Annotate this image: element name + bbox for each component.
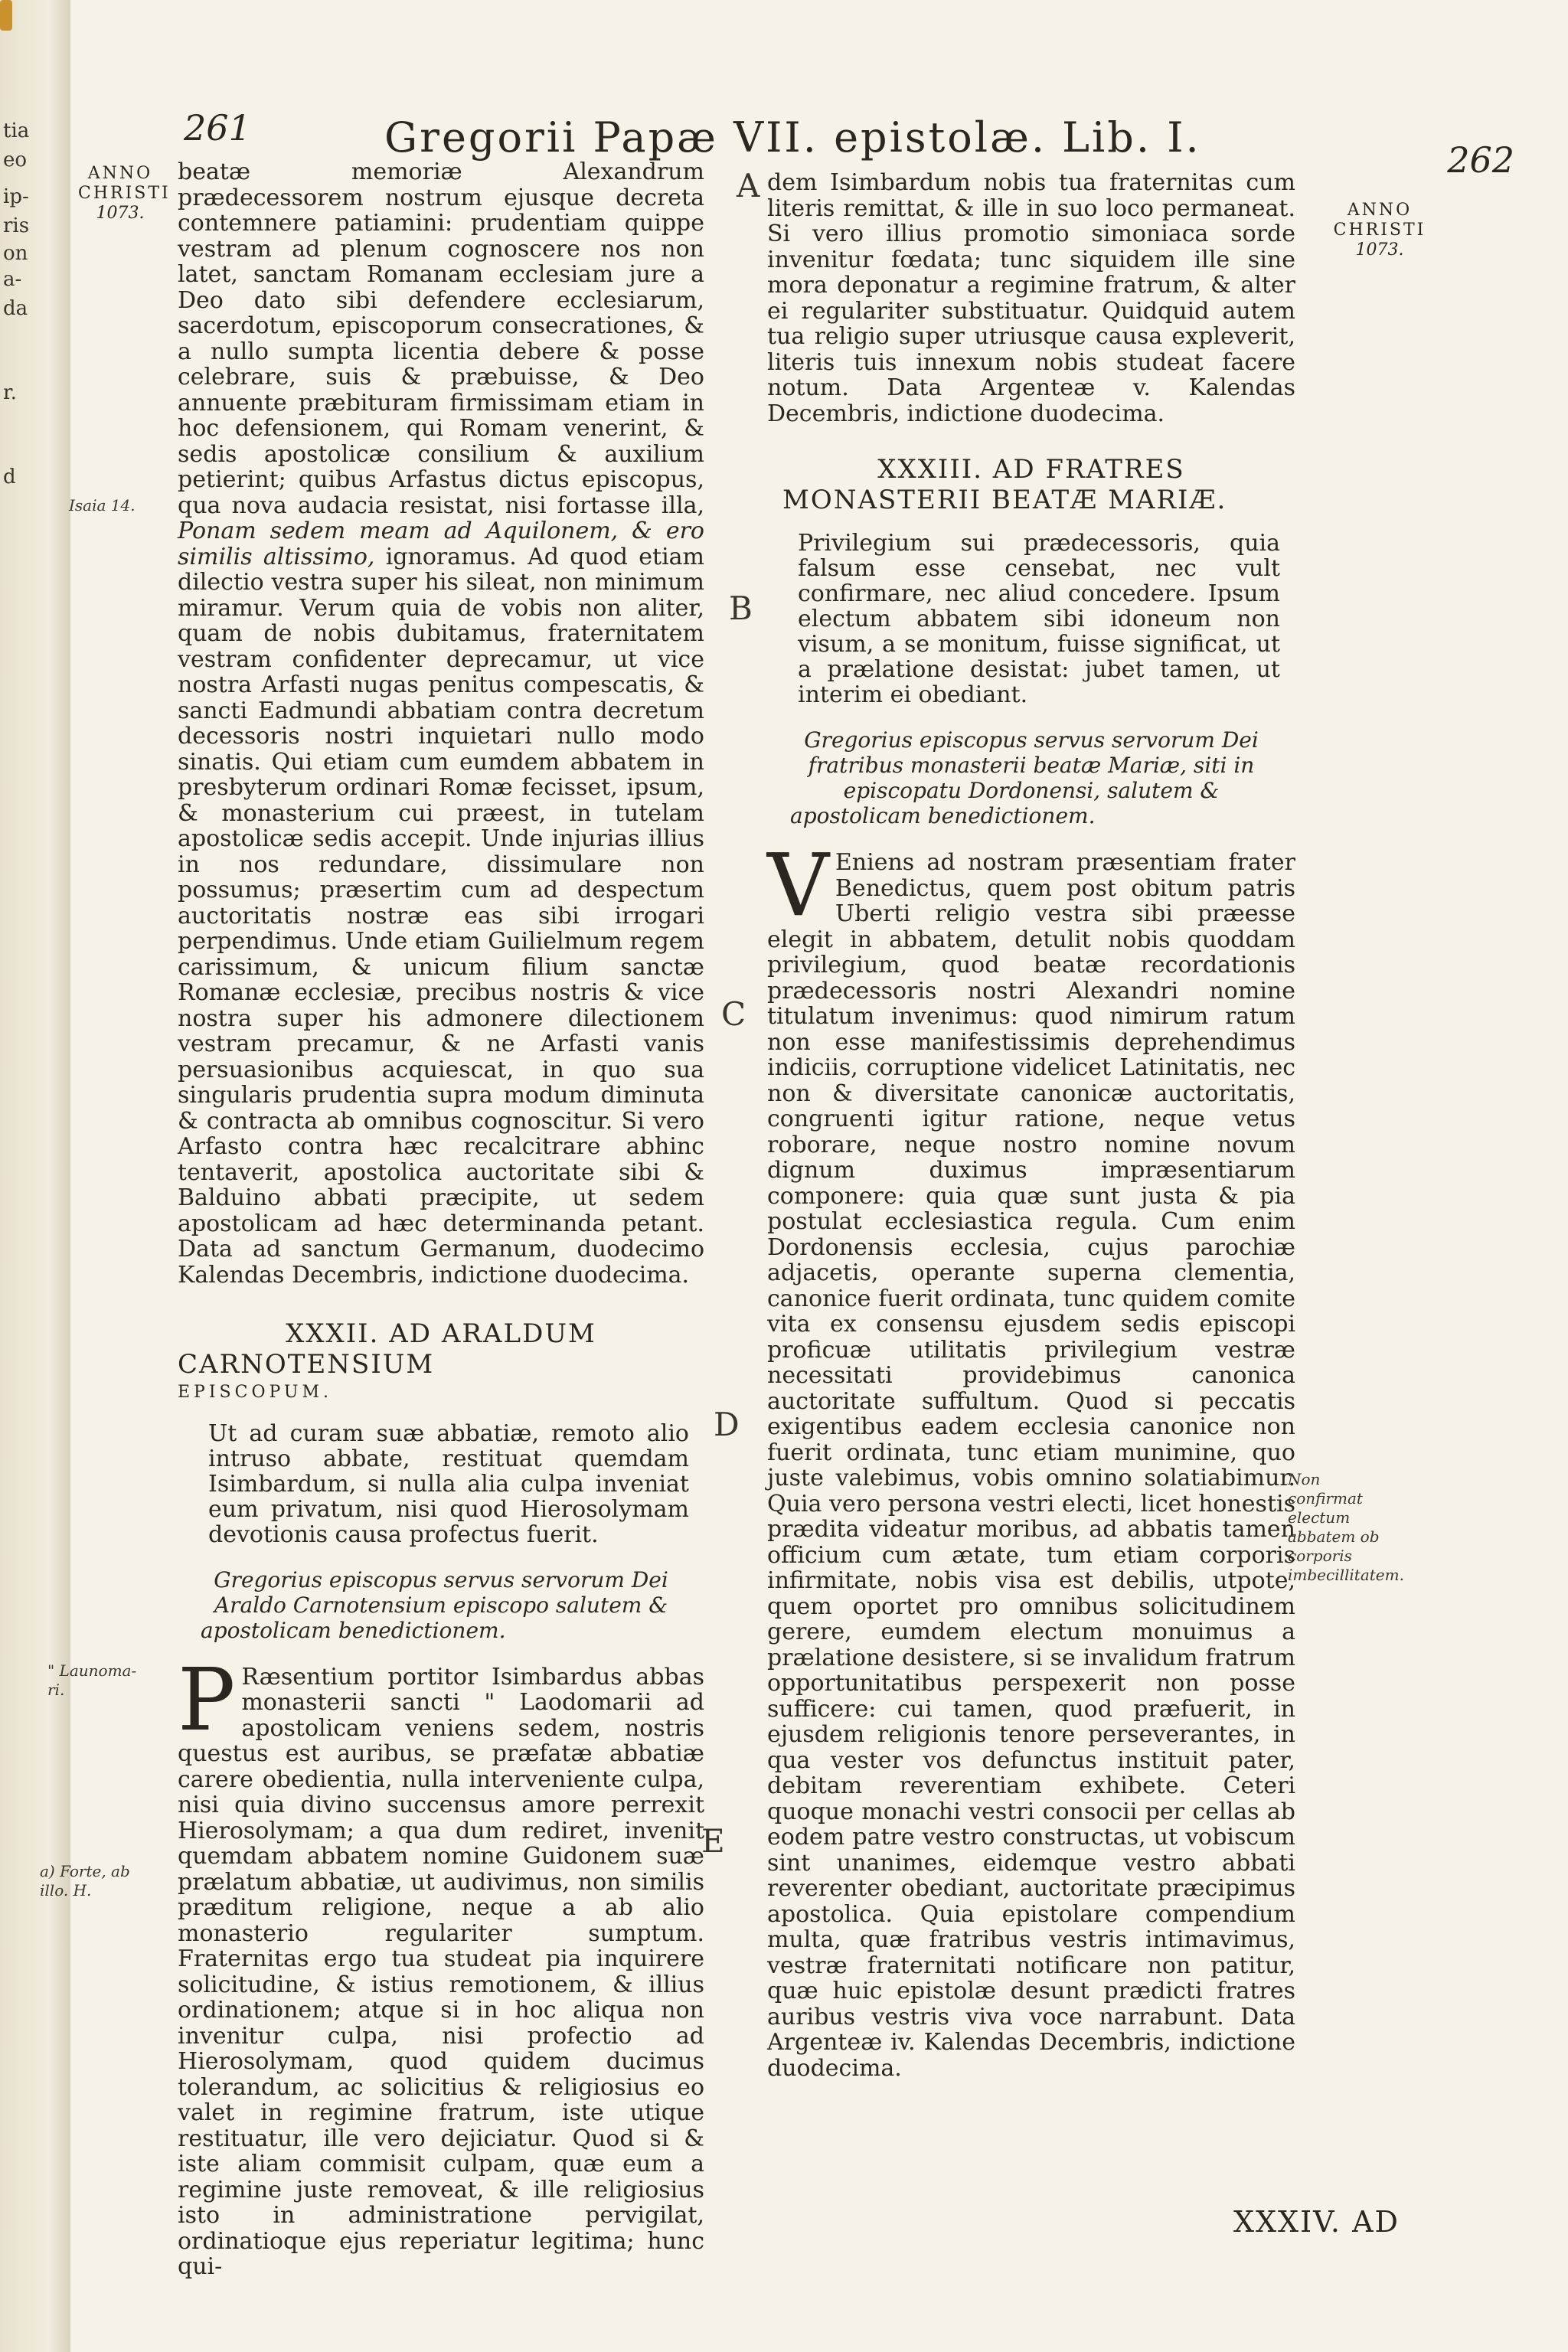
prev-fragment: eo	[3, 149, 28, 172]
page-number-left: 261	[184, 107, 251, 149]
summary-letter-33: Privilegium sui prædecessoris, quia falsum esse censebat, nec vult confirmare, nec aliud concedere. Ipsum electum abbatem sibi idoneum non visum, a se monitum, fuisse significat, ut a prælatione desistat: jubet tamen, ut interim ei obediant.	[798, 530, 1280, 708]
section-letter: D	[714, 1406, 740, 1443]
prev-fragment: da	[3, 297, 28, 320]
isaia-quote: Ponam sedem meam ad Aquilonem, & ero similis altissimo,	[178, 518, 704, 570]
prev-fragment: ris	[3, 214, 30, 237]
heading-letter-33: XXXIII. AD FRATRES MONASTERII BEATÆ MARIÆ.	[782, 454, 1227, 515]
prev-fragment: r.	[3, 381, 17, 404]
left-column	[178, 159, 704, 2280]
anno-label: ANNO CHRISTI	[1333, 201, 1426, 240]
anno-label: ANNO CHRISTI	[78, 164, 171, 203]
drop-cap: V	[767, 836, 829, 936]
anno-year: 1073.	[1355, 240, 1404, 260]
anno-year: 1073.	[96, 204, 145, 223]
bookmark-tab	[0, 0, 12, 31]
page-number-right: 262	[1447, 139, 1514, 181]
prev-fragment: d	[3, 466, 16, 488]
letter-32-continued: dem Isimbardum nobis tua fraternitas cum literis remittat, & ille in suo loco permaneat. Si vero illius promotio simoniaca sorde invenitur fœdata; tunc siquidem ille sine mora deponatur a regimine fratrum, & alter ei regulariter substituatur. Quidquid autem tua religio super utriusque causa expleverit, literis tuis innexum nobis studeat facere notum. Data Argenteæ v. Kalendas Decembris, indictione duodecima.	[767, 169, 1295, 427]
anno-left	[78, 164, 171, 224]
book-page	[40, 0, 1568, 2352]
previous-page-edge	[0, 0, 71, 2352]
prev-fragment: on	[3, 242, 28, 265]
margin-note-launomari: " Launoma-ri.	[47, 1661, 137, 1699]
section-letter: A	[737, 167, 760, 204]
heading-letter-32: XXXII. AD ARALDUM CARNOTENSIUM	[178, 1318, 596, 1380]
running-title: Gregorii Papæ VII. epistolæ. Lib. I.	[384, 113, 1201, 162]
heading-letter-32-sub: EPISCOPUM.	[178, 1383, 332, 1402]
prev-fragment: ip-	[3, 185, 29, 208]
margin-note-isaia: Isaia 14.	[69, 496, 136, 514]
salutation-letter-33: Gregorius episcopus servus servorum Dei fratribus monasterii beatæ Mariæ, siti in episcopatu Dordonensi, salutem & apostolicam benedictionem.	[790, 727, 1259, 828]
anno-right	[1326, 201, 1433, 260]
section-letter: C	[721, 995, 746, 1033]
margin-note-forte: a) Forte, ab illo. H.	[40, 1862, 130, 1900]
summary-letter-32: Ut ad curam suæ abbatiæ, remoto alio intruso abbate, restituat quemdam Isimbardum, si nulla alia culpa inveniat eum privatum, nisi quod Hierosolymam devotionis causa profectus fuerit.	[208, 1419, 689, 1548]
section-letter: E	[701, 1822, 725, 1860]
section-letter: B	[729, 590, 753, 627]
salutation-letter-32: Gregorius episcopus servus servorum Dei Araldo Carnotensium episcopo salutem & apostolicam benedictionem.	[201, 1566, 668, 1643]
letter-33-text: V Eniens ad nostram præsentiam frater Benedictus, quem post obitum patris Uberti religio vestra sibi præesse elegit in abbatem, detulit nobis quoddam privilegium, quod beatæ recordationis prædecessoris nostri Alexandri nomine titulatum invenimus: quod nimirum ratum non esse manifestissimis deprehendimus indiciis, corruptione videlicet Latinitatis, nec non & diversitate canonicæ auctoritatis, congruenti igitur ratione, neque vetus roborare, neque nostro nomine novum dignum duximus impræsentiarum componere: quia quæ sunt justa & pia postulat ecclesiastica regula. Cum enim Dordonensis ecclesia, cujus parochiæ adjacetis, operante superna clementia, canonice fuerit ordinata, tunc quidem comite vita ex consensu ejusdem sedis episcopi proficuæ utilitatis privilegium vestræ necessitati providebimus canonica auctoritate suffultum. Quod si peccatis exigentibus eadem ecclesia canonice non fuerit ordinata, tunc etiam munimine, quo juste valebimus, vobis omnino solatiabimur. Quia vero persona vestri electi, licet honestis prædita videatur moribus, ad abbatis tamen officium cum ætate, tum etiam corporis infirmitate, nobis visa est debilis, utpote, quem oportet pro omnibus solicitudinem gerere, eumdem electum monuimus a prælatione desistere, si se invalidum fratrum opportunitatibus perspexerit non posse sufficere: cui tamen, quod præfuerit, in ejusdem religionis tenore perseverantes, in qua vester vos defunctus instituit pater, debitam reverentiam exhibete. Ceteri quoque monachi vestri consocii per cellas ab eodem patre vestro constructas, ut vobiscum sint unanimes, eidemque vestro abbati reverenter obediant, auctoritate præcipimus apostolica. Quia epistolare compendium multa, quæ fratribus vestris intimavimus, vestræ fraternitati notificare non patitur, quæ huic epistolæ desunt prædicti fratres auribus vestris viva voce narrabunt. Data Argenteæ iv. Kalendas Decembris, indictione duodecima.	[767, 836, 1295, 2082]
right-column	[767, 170, 1295, 2081]
margin-note-non-confirmat: Non confirmat electum abbatem ob corporis imbecillitatem.	[1288, 1470, 1404, 1584]
letter-31-text: beatæ memoriæ Alexandrum prædecessorem nostrum ejusque decreta contemnere patiamini: prudentiam quippe vestram ad plenum cognoscere nos non latet, sanctam Romanam ecclesiam jure a Deo dato sibi defendere ecclesiarum, sacerdotum, episcoporum consecrationes, & a nullo sumpta licentia debere & posse celebrare, suis & præbuisse, & Deo annuente præbituram firmissimam etiam in hoc defensionem, qui Romam venerint, & sedis apostolicæ consilium & auxilium petierint; quibus Arfastus dictus episcopus, qua nova audacia resistat, nisi fortasse illa, Ponam sedem meam ad Aquilonem, & ero similis altissimo, ignoramus. Ad quod etiam dilectio vestra super his sileat, non minimum miramur. Verum quia de vobis non aliter, quam de nobis dubitamus, fraternitatem vestram confidenter deprecamur, ut vice nostra Arfasti nugas penitus compescatis, & sancti Eadmundi abbatiam contra decretum decessoris nostri inquietari nullo modo sinatis. Qui etiam cum eumdem abbatem in presbyterum ordinari Romæ fecisset, ipsum, & monasterium cui præest, in tutelam apostolicæ sedis accepit. Unde injurias illius in nos redundare, dissimulare non possumus; præsertim cum ad despectum auctoritatis nostræ eas sibi irrogari perpendimus. Unde etiam Guilielmum regem carissimum, & unicum filium sanctæ Romanæ ecclesiæ, precibus nostris & vice nostra super his admonere dilectionem vestram precamur, & ne Arfasti vanis persuasionibus acquiescat, in quo sua singularis prudentia supra modum diminuta & contracta ab omnibus cognoscitur. Si vero Arfasto contra hæc recalcitrare abhinc tentaverit, apostolica auctoritate sibi & Balduino abbati præcipite, ut sedem apostolicam ad hæc determinanda petant. Data ad sanctum Germanum, duodecimo Kalendas Decembris, indictione duodecima.	[178, 158, 705, 1289]
catchword: XXXIV. AD	[1233, 2205, 1400, 2239]
prev-fragment: tia	[3, 119, 30, 142]
letter-32-text: P Ræsentium portitor Isimbardus abbas monasterii sancti " Laodomarii ad apostolicam veniens sedem, nostris questus est auribus, se præfatæ abbatiæ carere obedientia, nulla interveniente culpa, nisi quia divino succensus amore perrexit Hierosolymam; a qua dum rediret, invenit quemdam abbatem nomine Guidonem suæ prælatum abbatiæ, ut audivimus, non similis præditum religione, neque a ab alio monasterio regulariter sumptum. Fraternitas ergo tua studeat pia inquirere solicitudine, & istius remotionem, & illius ordinationem; atque si in hoc aliqua non invenitur culpa, nisi profectio ad Hierosolymam, quod quidem ducimus tolerandum, ac solicitius & religiosius eo valet in regimine fratrum, iste utique restituatur, ille vero dejiciatur. Quod si & iste aliam commisit culpam, quæ eum a regimine juste removeat, & ille religiosius isto in administratione pervigilat, ordinatioque ejus reperiatur legitima; hunc qui-	[178, 1650, 704, 2280]
drop-cap: P	[178, 1650, 236, 1750]
prev-fragment: a-	[3, 268, 22, 291]
